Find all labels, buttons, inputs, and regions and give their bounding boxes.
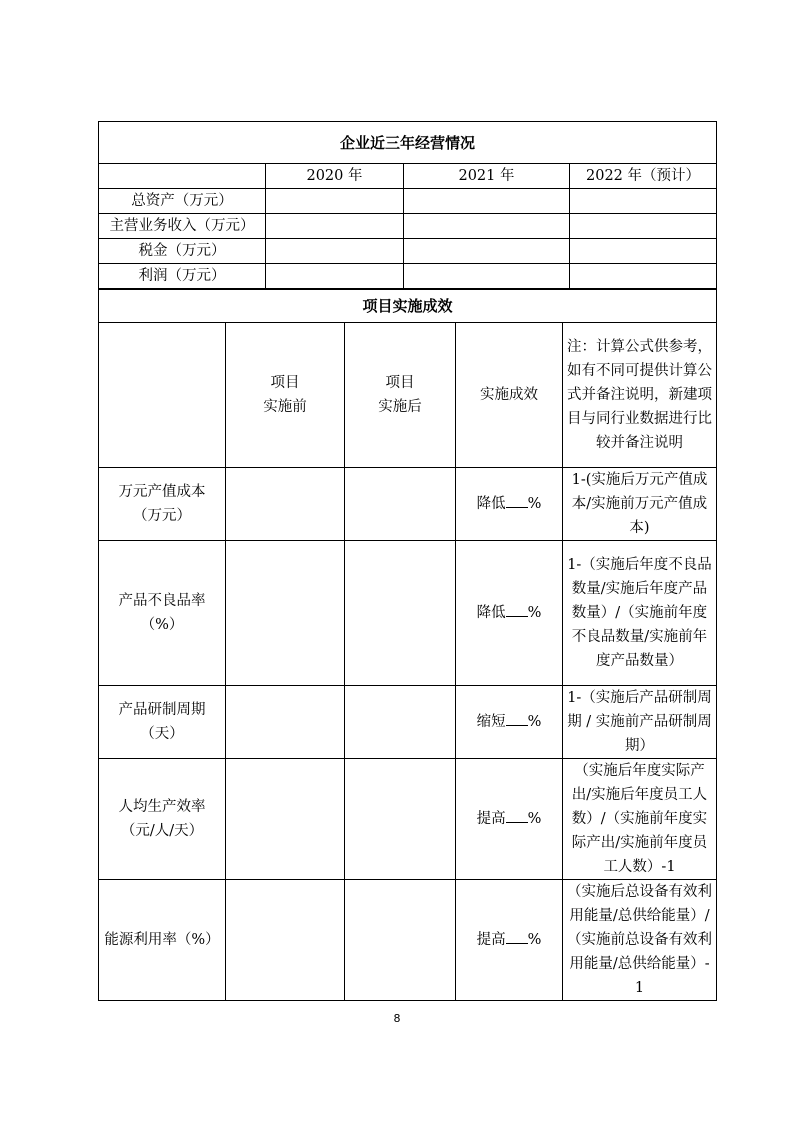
effect-blank[interactable] <box>506 808 528 823</box>
header-effect: 实施成效 <box>456 323 563 468</box>
after-value[interactable] <box>345 880 456 1001</box>
effect-cell[interactable] <box>456 468 563 541</box>
effect-cell[interactable] <box>456 541 563 686</box>
corner-cell <box>99 164 266 189</box>
value-cell[interactable] <box>266 239 404 264</box>
header-after <box>345 323 456 468</box>
effect-suffix: % <box>527 932 542 948</box>
year-header: 2020 年 <box>266 164 404 189</box>
before-value[interactable] <box>226 541 345 686</box>
formula-cell: （实施后总设备有效利用能量/总供给能量）/（实施前总设备有效利用能量/总供给能量）-1 <box>563 880 717 1001</box>
project-effect-table <box>98 289 717 1001</box>
before-value[interactable] <box>226 468 345 541</box>
metric-name-unit: （天） <box>140 726 184 742</box>
after-value[interactable] <box>345 686 456 759</box>
row-label-tax: 税金（万元） <box>99 239 266 264</box>
before-value[interactable] <box>226 880 345 1001</box>
effect-blank[interactable] <box>506 602 528 617</box>
metric-name-line: 产品不良品率 <box>118 593 206 609</box>
row-label-total-assets: 总资产（万元） <box>99 189 266 214</box>
value-cell[interactable] <box>404 189 570 214</box>
formula-cell: 1-（实施后产品研制周期 / 实施前产品研制周期） <box>563 686 717 759</box>
value-cell[interactable] <box>570 239 717 264</box>
metric-name-unit: （元/人/天） <box>120 823 204 839</box>
after-value[interactable] <box>345 468 456 541</box>
effect-suffix: % <box>527 605 542 621</box>
effect-blank[interactable] <box>506 929 528 944</box>
effect-prefix: 降低 <box>476 496 506 512</box>
year-header: 2021 年 <box>404 164 570 189</box>
header-blank <box>99 323 226 468</box>
header-after-line1: 项目 <box>385 375 415 391</box>
metric-name-line: 能源利用率（%） <box>104 932 220 948</box>
effect-blank[interactable] <box>506 493 528 508</box>
header-before-line2: 实施前 <box>263 399 307 415</box>
metric-name-unit: （万元） <box>133 508 191 524</box>
metric-name-unit: （%） <box>140 617 184 633</box>
project-effect-title: 项目实施成效 <box>99 290 717 323</box>
page-number: 8 <box>393 1012 401 1025</box>
value-cell[interactable] <box>404 239 570 264</box>
metric-name <box>99 541 226 686</box>
effect-suffix: % <box>527 714 542 730</box>
effect-suffix: % <box>527 811 542 827</box>
value-cell[interactable] <box>404 214 570 239</box>
effect-prefix: 降低 <box>476 605 506 621</box>
value-cell[interactable] <box>266 189 404 214</box>
header-note: 注：计算公式供参考，如有不同可提供计算公式并备注说明，新建项目与同行业数据进行比较并备注说明 <box>563 323 717 468</box>
effect-prefix: 提高 <box>476 932 506 948</box>
metric-name <box>99 468 226 541</box>
row-label-profit: 利润（万元） <box>99 264 266 289</box>
effect-cell[interactable] <box>456 759 563 880</box>
before-value[interactable] <box>226 759 345 880</box>
effect-prefix: 提高 <box>476 811 506 827</box>
metric-name <box>99 880 226 1001</box>
value-cell[interactable] <box>570 189 717 214</box>
metric-name <box>99 686 226 759</box>
formula-cell: 1-(实施后万元产值成本/实施前万元产值成本) <box>563 468 717 541</box>
year-header: 2022 年（预计） <box>570 164 717 189</box>
metric-name-line: 产品研制周期 <box>118 702 206 718</box>
metric-name-line: 人均生产效率 <box>118 799 206 815</box>
metric-name-line: 万元产值成本 <box>118 484 206 500</box>
value-cell[interactable] <box>404 264 570 289</box>
header-before <box>226 323 345 468</box>
effect-cell[interactable] <box>456 686 563 759</box>
value-cell[interactable] <box>570 264 717 289</box>
operating-status-title: 企业近三年经营情况 <box>99 122 717 164</box>
row-label-revenue: 主营业务收入（万元） <box>99 214 266 239</box>
effect-suffix: % <box>527 496 542 512</box>
value-cell[interactable] <box>266 264 404 289</box>
value-cell[interactable] <box>266 214 404 239</box>
formula-cell: （实施后年度实际产出/实施后年度员工人数）/（实施前年度实际产出/实施前年度员工人数）-1 <box>563 759 717 880</box>
value-cell[interactable] <box>570 214 717 239</box>
effect-cell[interactable] <box>456 880 563 1001</box>
operating-status-table <box>98 121 717 289</box>
metric-name <box>99 759 226 880</box>
before-value[interactable] <box>226 686 345 759</box>
after-value[interactable] <box>345 541 456 686</box>
after-value[interactable] <box>345 759 456 880</box>
effect-prefix: 缩短 <box>476 714 506 730</box>
header-after-line2: 实施后 <box>378 399 422 415</box>
header-before-line1: 项目 <box>270 375 300 391</box>
formula-cell: 1-（实施后年度不良品数量/实施后年度产品数量）/（实施前年度不良品数量/实施前年度产品数量） <box>563 541 717 686</box>
effect-blank[interactable] <box>506 711 528 726</box>
